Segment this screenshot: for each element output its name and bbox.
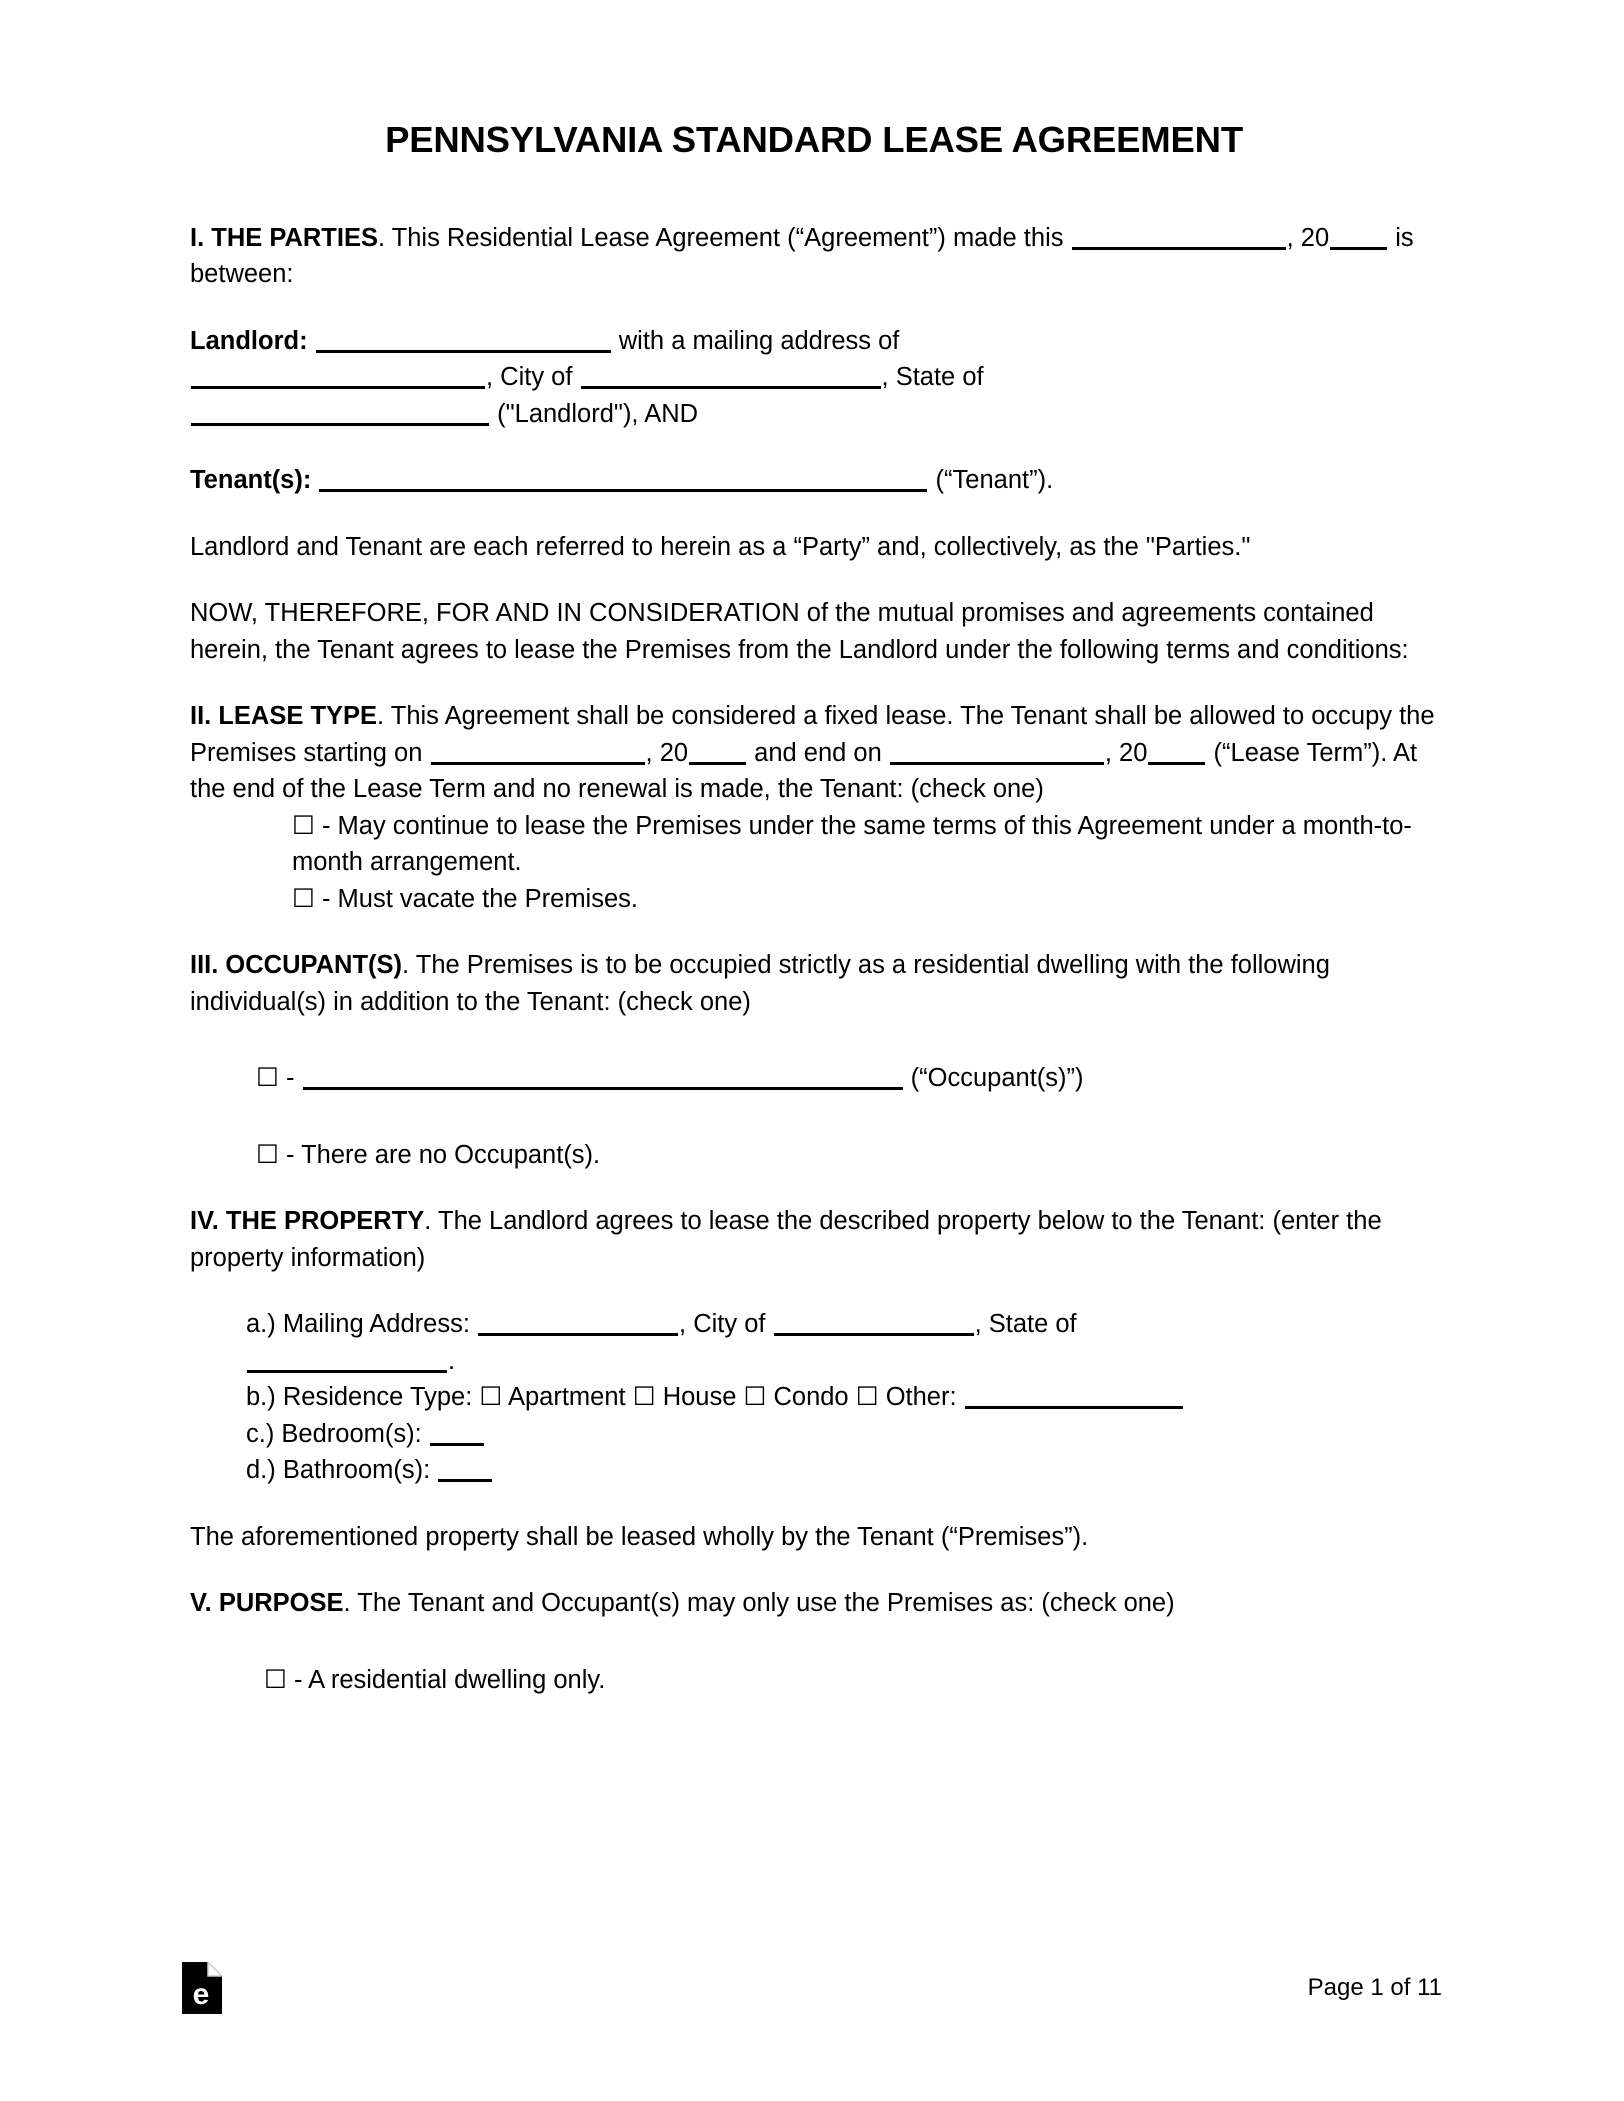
svg-text:e: e (192, 1978, 210, 2011)
landlord-state-blank[interactable] (191, 401, 489, 426)
property-item-a (246, 1306, 1438, 1379)
occupants-text: . The Premises is to be occupied strictly as a residential dwelling with the following individual(s) in addition to the Tenant: (check one) (190, 951, 1330, 1016)
lease-end-year-blank[interactable] (1148, 740, 1205, 765)
checkbox-icon[interactable]: ☐ (855, 1383, 879, 1412)
section-heading-purpose: V. PURPOSE (190, 1589, 344, 1618)
tenant-label: Tenant(s): (190, 466, 312, 495)
lease-type-text-e: (“Lease Term”). At the end of the Lease Term and no renewal is made, the Tenant: (check one) (190, 738, 1418, 804)
lease-type-option-2[interactable] (292, 881, 1438, 918)
page-number: Page 1 of 11 (1307, 1974, 1442, 2001)
section-heading-property: IV. THE PROPERTY (190, 1207, 425, 1236)
section-occupants (190, 947, 1438, 1020)
residence-type-apartment-label: Apartment (507, 1383, 626, 1412)
date-blank[interactable] (1072, 225, 1286, 250)
property-item-c-label: c.) Bedroom(s): (246, 1419, 422, 1448)
property-item-a-state-text: , State of (974, 1310, 1077, 1339)
landlord-city-text: , City of (486, 363, 580, 392)
checkbox-icon[interactable]: ☐ (256, 1064, 279, 1093)
residence-type-condo-label: Condo (773, 1383, 849, 1412)
checkbox-icon[interactable]: ☐ (743, 1383, 767, 1412)
residence-type-other-blank[interactable] (965, 1384, 1183, 1409)
section-property (190, 1203, 1438, 1276)
occupants-option-close: (“Occupant(s)”) (910, 1064, 1084, 1093)
property-item-d (246, 1452, 1438, 1489)
residence-type-other-label: Other: (885, 1383, 957, 1412)
landlord-block (190, 323, 1438, 433)
property-item-b (246, 1379, 1438, 1416)
property-item-a-label: a.) Mailing Address: (246, 1310, 470, 1339)
purpose-text: . The Tenant and Occupant(s) may only use the Premises as: (check one) (343, 1589, 1175, 1618)
checkbox-icon[interactable]: ☐ (256, 1140, 279, 1169)
occupants-option-none[interactable] (256, 1137, 1438, 1174)
occupants-names-blank[interactable] (303, 1065, 903, 1090)
lease-end-date-blank[interactable] (890, 740, 1104, 765)
landlord-city-blank[interactable] (581, 364, 881, 389)
property-address-blank[interactable] (478, 1311, 678, 1336)
property-item-d-label: d.) Bathroom(s): (246, 1456, 431, 1485)
lease-type-text-b: , 20 (645, 738, 689, 767)
checkbox-icon[interactable]: ☐ (264, 1665, 287, 1694)
checkbox-icon[interactable]: ☐ (479, 1383, 503, 1412)
lease-type-text-a: . This Agreement shall be considered a fixed lease. The Tenant shall be allowed to occupy the Premises starting on (190, 702, 1435, 767)
parties-intro-text-b: , 20 (1286, 223, 1330, 252)
property-city-blank[interactable] (774, 1311, 974, 1336)
section-heading-parties: I. THE PARTIES (190, 223, 378, 252)
purpose-option-1-label: - A residential dwelling only. (293, 1665, 606, 1694)
residence-type-house-label: House (662, 1383, 737, 1412)
lease-type-text-d: , 20 (1104, 738, 1148, 767)
property-item-a-period: . (448, 1346, 456, 1375)
checkbox-icon[interactable]: ☐ (292, 884, 315, 913)
lease-type-option-1-label: - May continue to lease the Premises under the same terms of this Agreement under a month-to-month arrangement. (292, 811, 1412, 877)
tenant-name-blank[interactable] (319, 467, 927, 492)
checkbox-icon[interactable]: ☐ (632, 1383, 656, 1412)
section-purpose (190, 1585, 1438, 1622)
section-lease-type (190, 698, 1438, 808)
landlord-name-blank[interactable] (316, 328, 611, 353)
section-heading-occupants: III. OCCUPANT(S) (190, 951, 403, 980)
landlord-closing-text: ("Landlord"), AND (497, 399, 699, 428)
parties-intro-text-a: . This Residential Lease Agreement (“Agreement”) made this (377, 223, 1064, 252)
checkbox-icon[interactable]: ☐ (292, 811, 315, 840)
purpose-option-1[interactable] (264, 1662, 1438, 1699)
parties-referral-paragraph: Landlord and Tenant are each referred to herein as a “Party” and, collectively, as the "Parties." (190, 532, 1251, 561)
property-closing-paragraph: The aforementioned property shall be leased wholly by the Tenant (“Premises”). (190, 1522, 1089, 1551)
section-heading-lease-type: II. LEASE TYPE (190, 702, 378, 731)
lease-type-option-1[interactable] (292, 808, 1438, 881)
lease-start-date-blank[interactable] (431, 740, 645, 765)
bedrooms-blank[interactable] (430, 1421, 484, 1446)
page-footer (0, 1952, 1624, 2072)
property-item-b-label: b.) Residence Type: (246, 1383, 473, 1412)
property-state-blank[interactable] (247, 1348, 447, 1373)
parties-intro-text-c: is between: (190, 223, 1414, 289)
lease-start-year-blank[interactable] (689, 740, 746, 765)
document-content (190, 118, 1438, 1728)
occupants-option-list[interactable] (256, 1060, 1438, 1097)
year-blank[interactable] (1330, 225, 1387, 250)
tenant-block (190, 462, 1438, 499)
property-text: . The Landlord agrees to lease the described property below to the Tenant: (enter the property information) (190, 1207, 1382, 1272)
landlord-mailing-text: with a mailing address of (611, 326, 900, 355)
landlord-label: Landlord: (190, 326, 308, 355)
lease-type-text-c: and end on (747, 738, 882, 767)
bathrooms-blank[interactable] (438, 1457, 492, 1482)
landlord-state-text: , State of (881, 363, 984, 392)
section-parties-intro (190, 220, 1438, 293)
lease-type-option-2-label: - Must vacate the Premises. (321, 884, 638, 913)
occupants-option-dash: - (285, 1064, 295, 1093)
consideration-paragraph: NOW, THEREFORE, FOR AND IN CONSIDERATION of the mutual promises and agreements contained herein, the Tenant agrees to lease the Premises from the Landlord under the following terms and conditions: (190, 599, 1409, 664)
property-item-a-city-text: , City of (679, 1310, 766, 1339)
eforms-logo-icon (182, 1962, 222, 2014)
landlord-address-blank[interactable] (191, 364, 485, 389)
occupants-option-none-label: - There are no Occupant(s). (285, 1140, 601, 1169)
page-title: PENNSYLVANIA STANDARD LEASE AGREEMENT (385, 119, 1243, 160)
tenant-closing-text: (“Tenant”). (935, 466, 1054, 495)
property-item-c (246, 1416, 1438, 1453)
